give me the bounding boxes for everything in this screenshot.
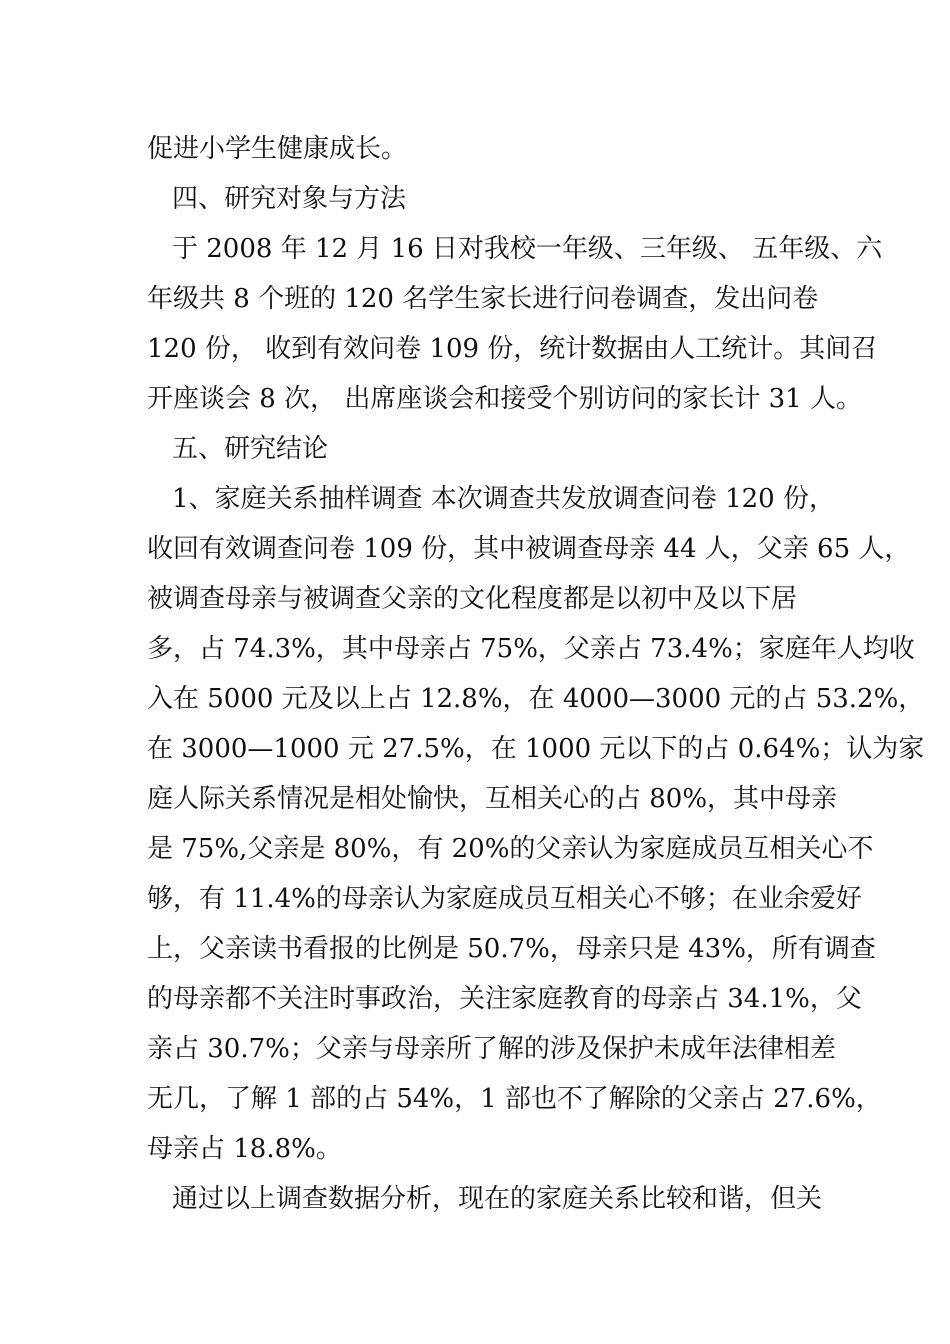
paragraph-line: 1、家庭关系抽样调查 本次调查共发放调查问卷 120 份，: [172, 484, 835, 514]
paragraph-line: 120 份， 收到有效问卷 109 份，统计数据由人工统计。其间召: [147, 334, 878, 364]
paragraph-line: 母亲占 18.8%。: [147, 1134, 342, 1164]
paragraph-line: 够，有 11.4%的母亲认为家庭成员互相关心不够；在业余爱好: [147, 884, 862, 914]
paragraph-line: 通过以上调查数据分析，现在的家庭关系比较和谐，但关: [172, 1184, 823, 1214]
paragraph-line: 亲占 30.7%；父亲与母亲所了解的涉及保护未成年法律相差: [147, 1034, 836, 1064]
paragraph-line: 是 75%,父亲是 80%，有 20%的父亲认为家庭成员互相关心不: [147, 834, 874, 864]
paragraph-line: 被调查母亲与被调查父亲的文化程度都是以初中及以下居: [147, 584, 798, 614]
paragraph-line: 年级共 8 个班的 120 名学生家长进行问卷调查，发出问卷: [147, 284, 819, 314]
paragraph-line: 无几，了解 1 部的占 54%，1 部也不了解除的父亲占 27.6%，: [147, 1084, 882, 1114]
paragraph-line: 的母亲都不关注时事政治，关注家庭教育的母亲占 34.1%，父: [147, 984, 862, 1014]
paragraph-line: 入在 5000 元及以上占 12.8%，在 4000—3000 元的占 53.2%，: [147, 684, 925, 714]
section-heading: 四、研究对象与方法: [172, 184, 407, 214]
paragraph-line: 上，父亲读书看报的比例是 50.7%，母亲只是 43%，所有调查: [147, 934, 876, 964]
section-heading: 五、研究结论: [172, 434, 329, 464]
paragraph-line: 促进小学生健康成长。: [147, 134, 408, 164]
paragraph-line: 多，占 74.3%，其中母亲占 75%，父亲占 73.4%；家庭年人均收: [147, 634, 915, 664]
paragraph-line: 收回有效调查问卷 109 份，其中被调查母亲 44 人，父亲 65 人，: [147, 534, 911, 564]
paragraph-line: 开座谈会 8 次， 出席座谈会和接受个别访问的家长计 31 人。: [147, 384, 862, 414]
paragraph-line: 于 2008 年 12 月 16 日对我校一年级、三年级、 五年级、六: [172, 234, 883, 264]
paragraph-line: 庭人际关系情况是相处愉快，互相关心的占 80%，其中母亲: [147, 784, 838, 814]
paragraph-line: 在 3000—1000 元 27.5%，在 1000 元以下的占 0.64%；认为家: [147, 734, 925, 764]
